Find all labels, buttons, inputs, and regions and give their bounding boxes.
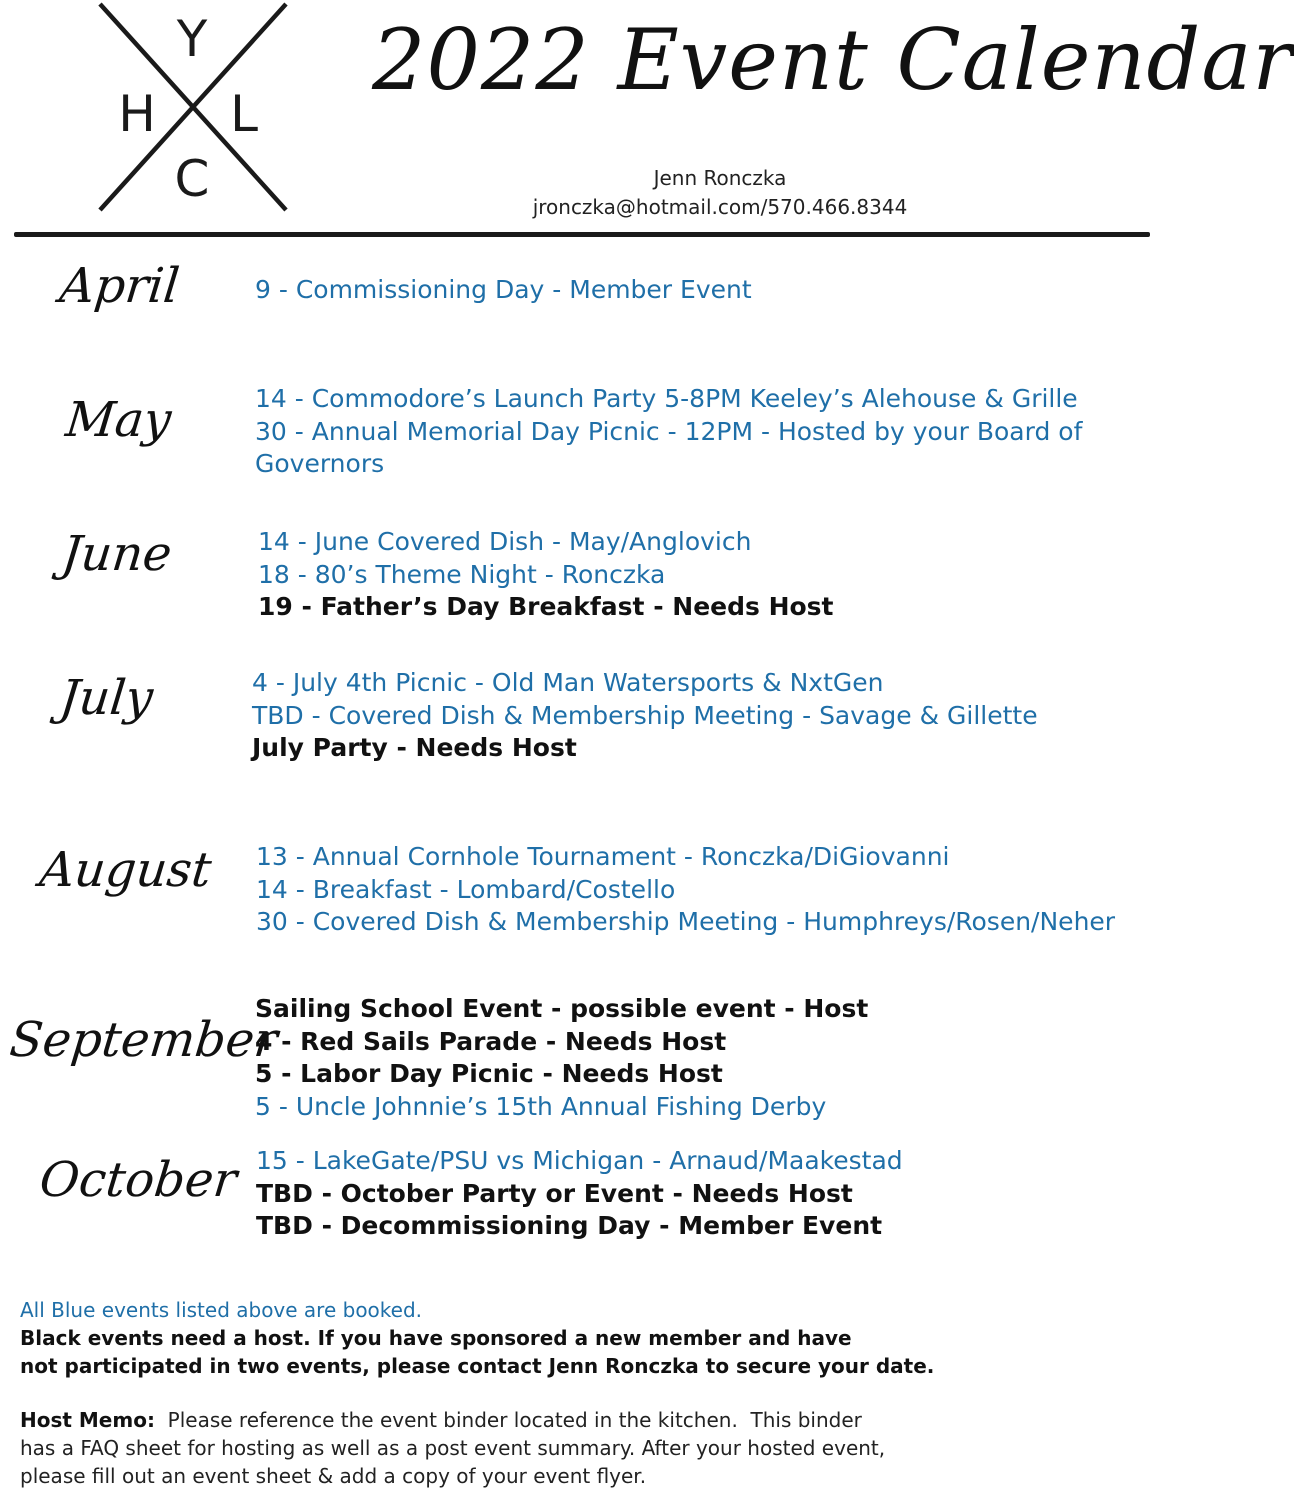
event-line: TBD - October Party or Event - Needs Host	[256, 1178, 853, 1208]
event-line: 4 - July 4th Picnic - Old Man Watersports & NxtGen	[252, 668, 884, 697]
contact-block	[440, 164, 1000, 222]
month-label-august: August	[37, 842, 215, 898]
month-label-may: May	[63, 392, 174, 448]
month-label-october: October	[37, 1152, 240, 1208]
event-line: 5 - Labor Day Picnic - Needs Host	[255, 1059, 723, 1088]
contact-name: Jenn Ronczka	[653, 166, 787, 190]
logo-mark	[92, 0, 292, 214]
event-line: 15 - LakeGate/PSU vs Michigan - Arnaud/Maakestad	[256, 1146, 903, 1175]
event-line: 30 - Covered Dish & Membership Meeting - Humphreys/Rosen/Neher	[256, 907, 1116, 936]
event-line: Governors	[255, 449, 385, 478]
host-memo-text: Please reference the event binder located in the kitchen. This binder	[154, 1408, 862, 1432]
event-line: July Party - Needs Host	[252, 733, 577, 762]
event-line: 30 - Annual Memorial Day Picnic - 12PM - Hosted by your Board of	[255, 416, 1083, 446]
event-line: 14 - Breakfast - Lombard/Costello	[256, 874, 676, 904]
host-needed-note-line: not participated in two events, please contact Jenn Ronczka to secure your date.	[20, 1354, 935, 1378]
host-memo	[20, 1406, 1150, 1490]
month-label-september: September	[7, 1012, 281, 1068]
page-title: 2022 Event Calendar	[372, 11, 1294, 109]
event-line: 14 - June Covered Dish - May/Anglovich	[258, 527, 752, 556]
logo-letter-left: H	[118, 85, 156, 143]
month-label-july: July	[57, 670, 156, 726]
event-line: 14 - Commodore’s Launch Party 5-8PM Keeley’s Alehouse & Grille	[255, 384, 1078, 413]
month-events-april	[255, 274, 752, 307]
host-needed-note-line: Black events need a host. If you have sponsored a new member and have	[20, 1326, 852, 1350]
host-memo-label: Host Memo:	[20, 1408, 155, 1432]
month-events-september	[255, 993, 868, 1123]
logo-letter-right: L	[230, 85, 258, 143]
header-divider	[14, 232, 1150, 237]
month-events-july	[252, 667, 1038, 765]
host-memo-text: please fill out an event sheet & add a copy of your event flyer.	[20, 1464, 647, 1488]
month-label-april: April	[57, 258, 182, 314]
event-line: 9 - Commissioning Day - Member Event	[255, 275, 752, 304]
event-line: 19 - Father’s Day Breakfast - Needs Host	[258, 592, 834, 621]
booked-legend-note: All Blue events listed above are booked.	[20, 1298, 423, 1322]
contact-info: jronczka@hotmail.com/570.466.8344	[532, 195, 908, 219]
month-label-june: June	[59, 526, 175, 582]
event-line: 5 - Uncle Johnnie’s 15th Annual Fishing Derby	[255, 1091, 827, 1121]
host-memo-text: has a FAQ sheet for hosting as well as a post event summary. After your hosted event,	[20, 1436, 886, 1460]
logo-letter-bottom: C	[174, 150, 210, 208]
month-events-october	[256, 1145, 903, 1243]
event-line: 18 - 80’s Theme Night - Ronczka	[258, 559, 666, 589]
event-line: 4 - Red Sails Parade - Needs Host	[255, 1026, 727, 1056]
event-line: TBD - Covered Dish & Membership Meeting - Savage & Gillette	[252, 700, 1038, 730]
footer-notes	[20, 1296, 1150, 1490]
event-line: 13 - Annual Cornhole Tournament - Ronczka/DiGiovanni	[256, 842, 950, 871]
month-events-august	[256, 841, 1115, 939]
logo-letter-top: Y	[176, 10, 208, 68]
event-line: TBD - Decommissioning Day - Member Event	[256, 1211, 883, 1240]
yhlc-logo	[92, 0, 292, 214]
month-events-may	[255, 383, 1082, 481]
month-events-june	[258, 526, 834, 624]
event-line: Sailing School Event - possible event - Host	[255, 994, 869, 1023]
